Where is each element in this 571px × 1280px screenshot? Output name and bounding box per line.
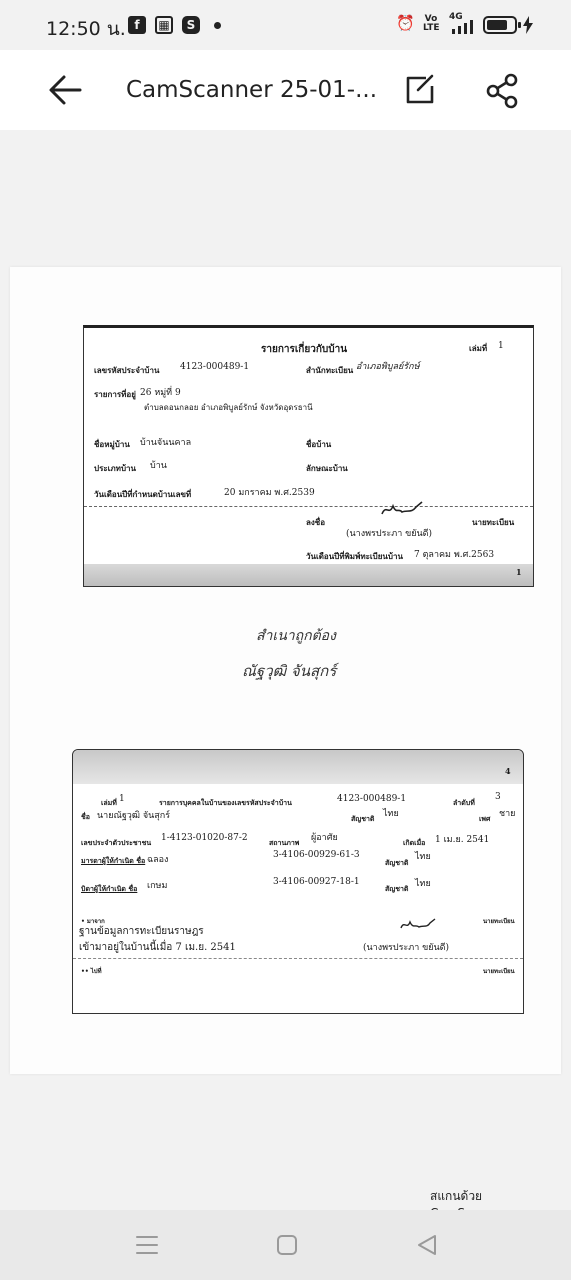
village-value: บ้านจันนคาล bbox=[140, 438, 192, 448]
alarm-icon: ⏰ bbox=[396, 14, 415, 32]
card2-registrar-label: นายทะเบียน bbox=[483, 918, 515, 925]
edit-button[interactable] bbox=[402, 72, 438, 108]
office-label: สำนักทะเบียน bbox=[306, 365, 354, 375]
nationality-label: สัญชาติ bbox=[351, 814, 375, 823]
card2-signature-icon bbox=[399, 916, 437, 934]
father-label: บิดาผู้ให้กำเนิด ชื่อ bbox=[81, 884, 138, 893]
card1-heading: รายการเกี่ยวกับบ้าน bbox=[261, 344, 348, 355]
calculator-icon: ▦ bbox=[155, 16, 173, 34]
house-name-label: ชื่อบ้าน bbox=[306, 439, 332, 449]
house-code-value: 4123-000489-1 bbox=[180, 362, 250, 372]
book-label: เล่มที่ bbox=[469, 343, 488, 353]
birth-value: 1 เม.ย. 2541 bbox=[435, 835, 490, 845]
status-bar bbox=[0, 0, 571, 50]
nationality-value: ไทย bbox=[383, 809, 399, 819]
notification-dot-icon bbox=[214, 22, 221, 29]
edit-icon bbox=[402, 72, 438, 108]
home-icon bbox=[274, 1232, 300, 1258]
address-line2: ตำบลดอนกลอย อำเภอพิบูลย์รักษ์ จังหวัดอุดรธานี bbox=[144, 403, 313, 412]
move-in-line1: ฐานข้อมูลการทะเบียนราษฎร bbox=[79, 926, 204, 937]
father-nationality-label: สัญชาติ bbox=[385, 884, 409, 893]
share-icon bbox=[484, 72, 522, 110]
camscanner-watermark: สแกนด้วย bbox=[430, 1189, 483, 1203]
signer-name: (นางพรประภา ขยันดี) bbox=[346, 529, 433, 539]
card2-signer-name: (นางพรประภา ขยันดี) bbox=[363, 943, 450, 953]
house-info-card bbox=[83, 325, 534, 587]
date-assigned-value: 20 มกราคม พ.ศ.2539 bbox=[224, 488, 315, 498]
card2-book-label: เล่มที่ bbox=[101, 798, 117, 807]
person-section-title: รายการบุคคลในบ้านของเลขรหัสประจำบ้าน bbox=[159, 798, 292, 807]
move-out-label: •• ไปที่ bbox=[81, 968, 102, 975]
order-label: ลำดับที่ bbox=[453, 798, 475, 807]
move-in-line2: เข้ามาอยู่ในบ้านนี้เมื่อ 7 เม.ย. 2541 bbox=[79, 942, 236, 953]
document-title: CamScanner 25-01-... bbox=[126, 77, 378, 103]
father-id: 3-4106-00927-18-1 bbox=[273, 877, 360, 887]
person-id: 1-4123-01020-87-2 bbox=[161, 833, 248, 843]
mother-nationality: ไทย bbox=[415, 852, 431, 862]
book-value: 1 bbox=[498, 341, 504, 351]
status-value: ผู้อาศัย bbox=[311, 833, 338, 843]
app-bar bbox=[0, 50, 571, 130]
back-triangle-icon bbox=[414, 1232, 440, 1258]
certified-copy-handwriting: สำเนาถูกต้อง bbox=[256, 628, 336, 644]
address-line1: 26 หมู่ที่ 9 bbox=[140, 388, 181, 398]
house-type-label: ประเภทบ้าน bbox=[94, 463, 136, 473]
house-type-value: บ้าน bbox=[150, 461, 167, 471]
battery-icon bbox=[483, 16, 517, 34]
registrar-signature-icon bbox=[380, 498, 426, 520]
share-button[interactable] bbox=[484, 72, 522, 110]
card1-bottom-band bbox=[84, 564, 533, 586]
sex-label: เพศ bbox=[479, 814, 491, 823]
sex-value: ชาย bbox=[499, 809, 516, 819]
date-assigned-label: วันเดือนปีที่กำหนดบ้านเลขที่ bbox=[94, 489, 192, 499]
mother-id: 3-4106-00929-61-3 bbox=[273, 850, 360, 860]
id-label: เลขประจำตัวประชาชน bbox=[81, 838, 152, 847]
scanned-page[interactable] bbox=[10, 267, 561, 1203]
house-char-label: ลักษณะบ้าน bbox=[306, 463, 348, 473]
card2-page-number: 4 bbox=[505, 766, 511, 776]
card1-page-number: 1 bbox=[516, 567, 522, 577]
navigation-bar bbox=[0, 1210, 571, 1280]
birth-label: เกิดเมื่อ bbox=[403, 838, 426, 847]
volte-icon: Vo LTE bbox=[423, 14, 440, 33]
status-label: สถานภาพ bbox=[269, 838, 300, 847]
recent-apps-button[interactable] bbox=[134, 1232, 160, 1258]
father-name: เกษม bbox=[147, 881, 168, 891]
card1-dashed-divider bbox=[84, 506, 533, 507]
charging-icon bbox=[523, 16, 533, 34]
address-label: รายการที่อยู่ bbox=[94, 389, 136, 399]
card2-house-code: 4123-000489-1 bbox=[337, 794, 407, 804]
father-nationality: ไทย bbox=[415, 879, 431, 889]
card2-book-value: 1 bbox=[119, 794, 125, 804]
signal-icon bbox=[452, 20, 476, 34]
signature-handwriting: ณัฐวุฒิ จันสุกร์ bbox=[242, 662, 337, 680]
facebook-icon: f bbox=[128, 16, 146, 34]
registrar-label: นายทะเบียน bbox=[472, 517, 515, 527]
sign-label: ลงชื่อ bbox=[306, 517, 326, 527]
office-value: อำเภอพิบูลย์รักษ์ bbox=[356, 362, 420, 372]
status-time: 12:50 น. bbox=[46, 18, 126, 40]
print-date-label: วันเดือนปีที่พิมพ์ทะเบียนบ้าน bbox=[306, 551, 403, 561]
house-code-label: เลขรหัสประจำบ้าน bbox=[94, 365, 160, 375]
s-app-icon: S bbox=[182, 16, 200, 34]
back-button[interactable] bbox=[44, 70, 90, 110]
system-back-button[interactable] bbox=[414, 1232, 440, 1258]
card2-dashed-divider bbox=[73, 958, 523, 959]
mother-name: ฉลอง bbox=[147, 855, 169, 865]
print-date-value: 7 ตุลาคม พ.ศ.2563 bbox=[414, 550, 495, 560]
arrow-left-icon bbox=[44, 70, 90, 110]
name-label: ชื่อ bbox=[81, 812, 90, 821]
network-type-icon: 4G bbox=[449, 12, 463, 22]
move-in-label: • มาจาก bbox=[81, 918, 105, 925]
person-name: นายณัฐวุฒิ จันสุกร์ bbox=[97, 811, 171, 821]
menu-icon bbox=[134, 1232, 160, 1258]
mother-label: มารดาผู้ให้กำเนิด ชื่อ bbox=[81, 856, 146, 865]
village-label: ชื่อหมู่บ้าน bbox=[94, 439, 130, 449]
card2-top-band bbox=[73, 750, 523, 784]
person-info-card bbox=[72, 749, 524, 1014]
home-button[interactable] bbox=[274, 1232, 300, 1258]
document-viewer[interactable] bbox=[0, 130, 571, 1210]
mother-nationality-label: สัญชาติ bbox=[385, 858, 409, 867]
order-value: 3 bbox=[495, 792, 501, 802]
card2-registrar-label-2: นายทะเบียน bbox=[483, 968, 515, 975]
